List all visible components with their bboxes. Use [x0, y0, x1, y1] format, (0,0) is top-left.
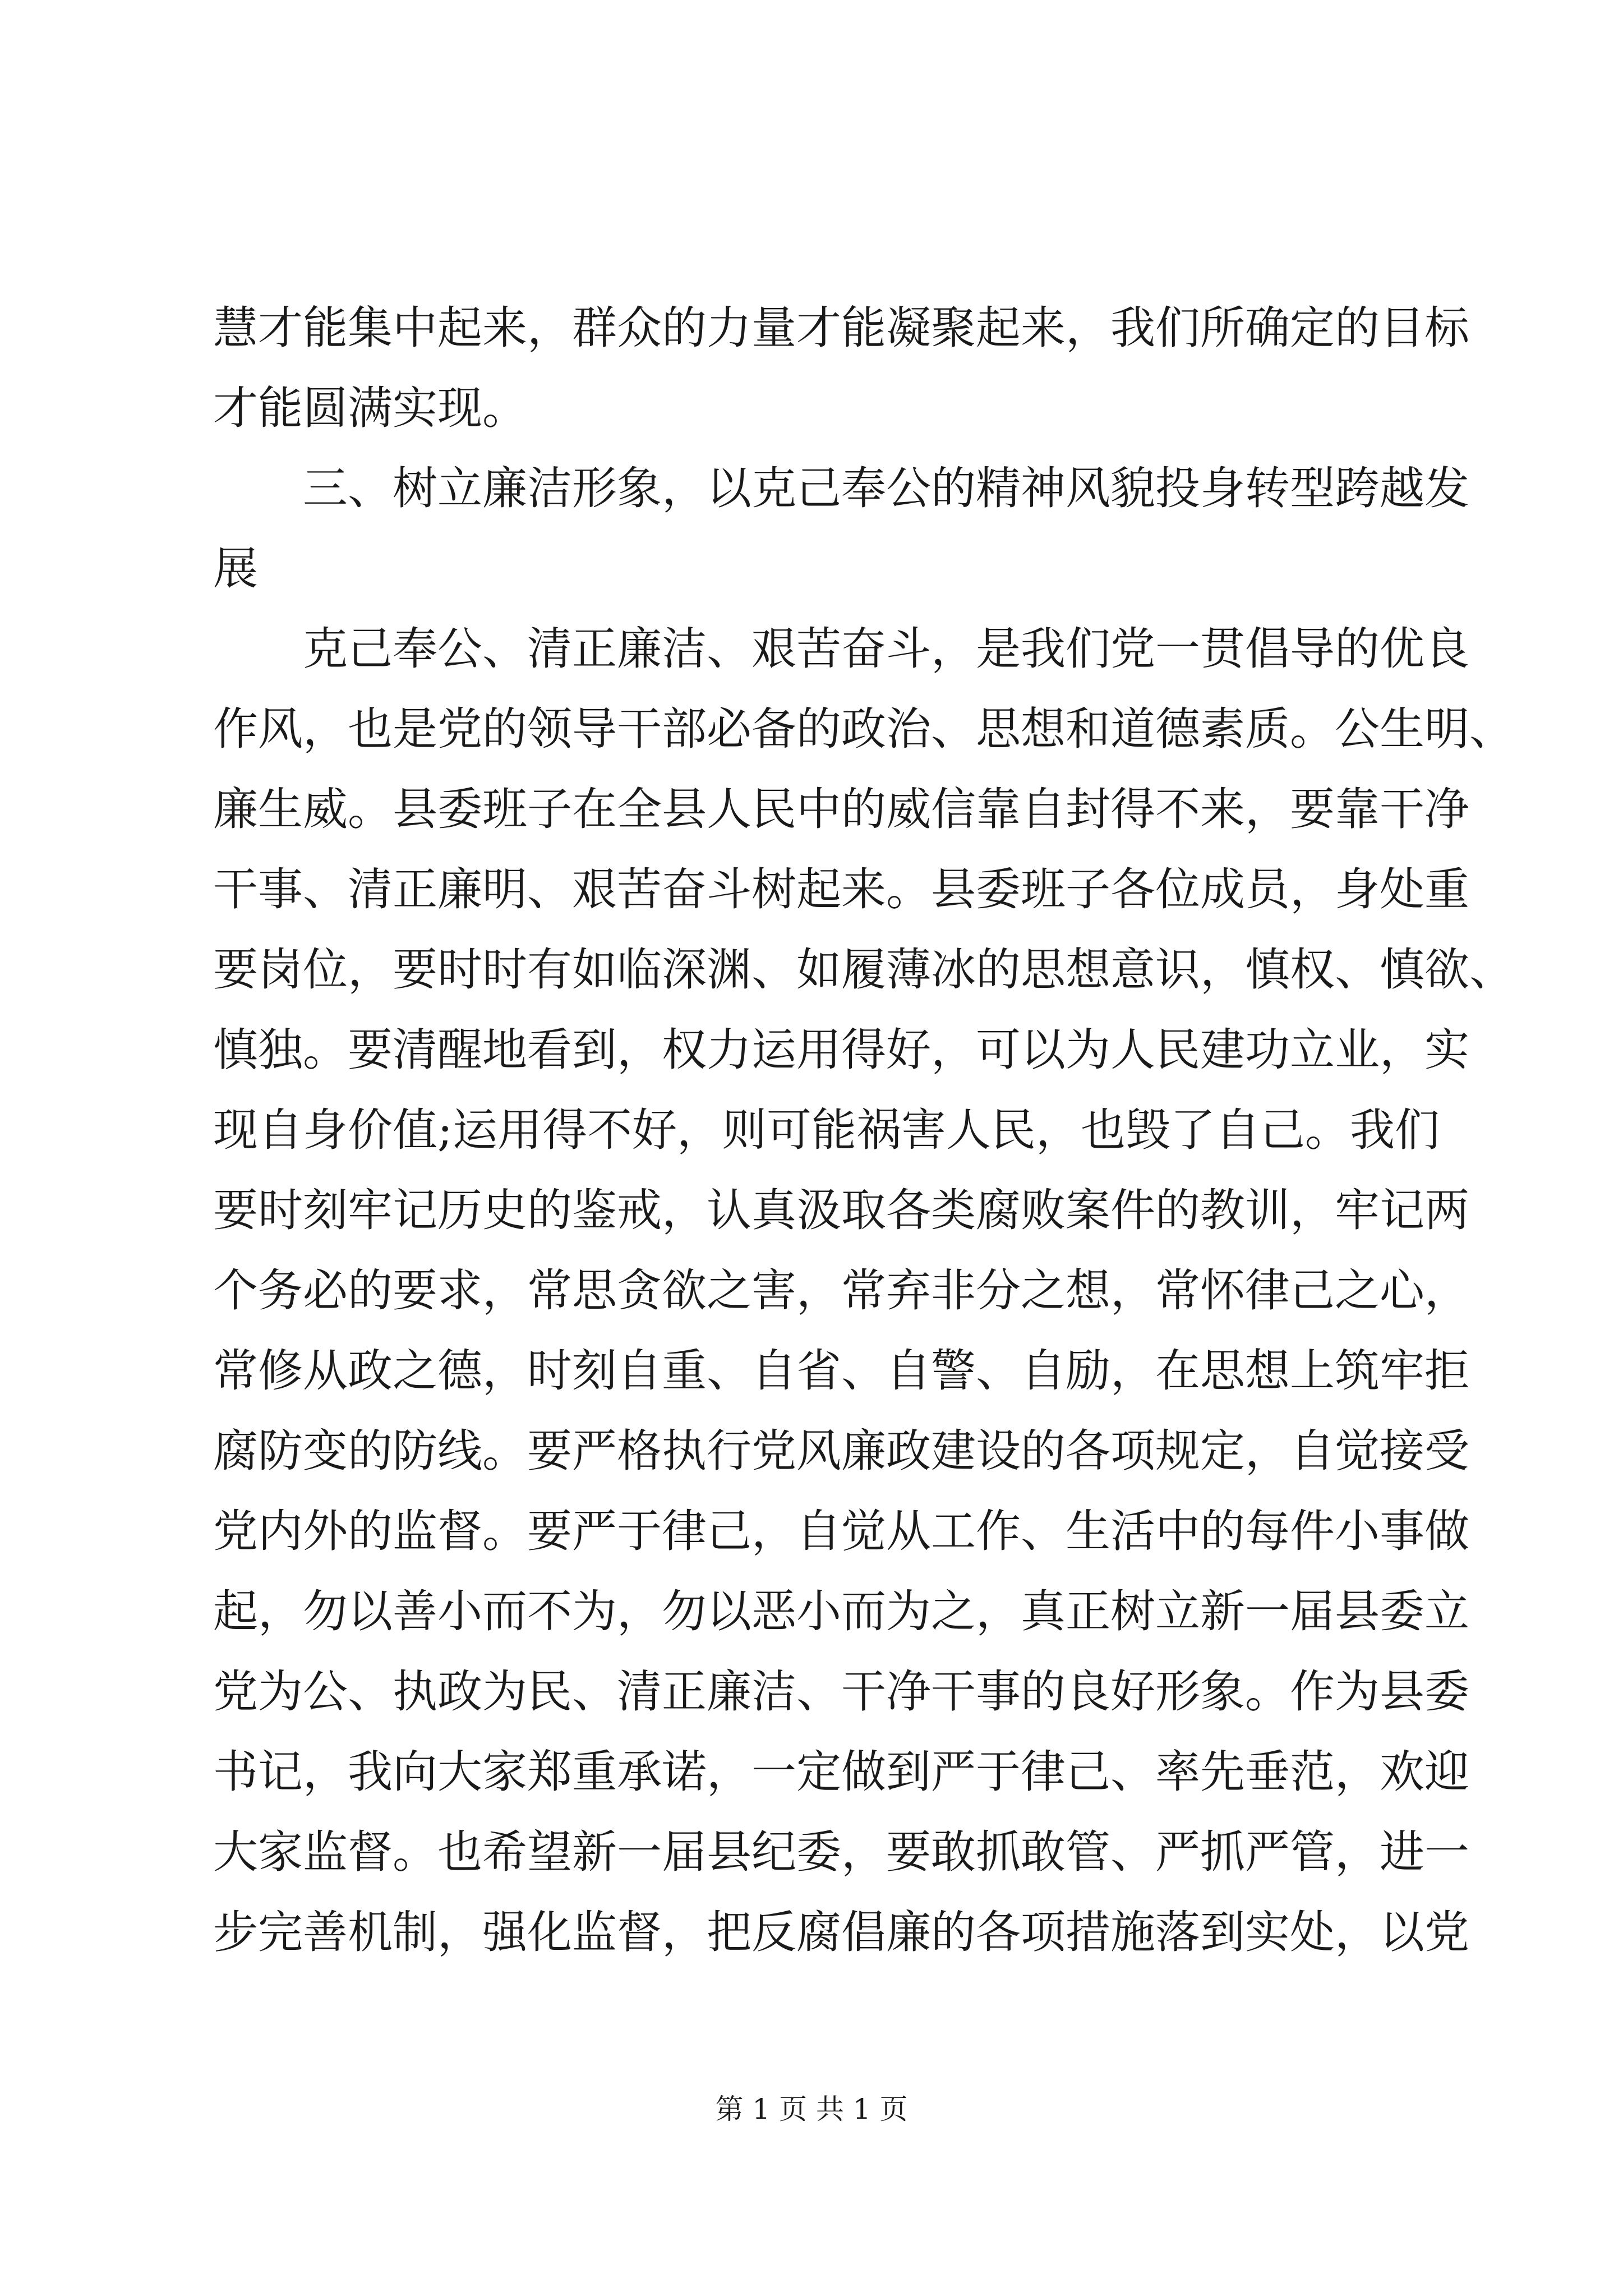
text-line: 干事、清正廉明、艰苦奋斗树起来。县委班子各位成员，身处重: [213, 863, 1469, 915]
text-line: 腐防变的防线。要严格执行党风廉政建设的各项规定，自觉接受: [213, 1425, 1469, 1477]
text-line: 个务必的要求，常思贪欲之害，常弃非分之想，常怀律己之心，: [213, 1264, 1469, 1317]
text-line: 要时刻牢记历史的鉴戒，认真汲取各类腐败案件的教训，牢记两: [213, 1184, 1469, 1236]
paragraph-first-line: 克己奉公、清正廉洁、艰苦奋斗，是我们党一贯倡导的优良: [303, 623, 1469, 675]
section-heading-continuation: 展: [213, 542, 258, 595]
text-line: 现自身价值;运用得不好，则可能祸害人民，也毁了自己。我们: [213, 1104, 1440, 1156]
section-heading: 三、树立廉洁形象，以克己奉公的精神风貌投身转型跨越发: [303, 462, 1469, 514]
text-line: 步完善机制，强化监督，把反腐倡廉的各项措施落到实处，以党: [213, 1906, 1469, 1958]
text-line: 才能圆满实现。: [213, 382, 527, 434]
text-line: 书记，我向大家郑重承诺，一定做到严于律己、率先垂范，欢迎: [213, 1746, 1469, 1798]
text-line: 起，勿以善小而不为，勿以恶小而为之，真正树立新一届县委立: [213, 1585, 1469, 1637]
text-line: 慧才能集中起来，群众的力量才能凝聚起来，我们所确定的目标: [213, 302, 1469, 354]
text-line: 常修从政之德，时刻自重、自省、自警、自励，在思想上筑牢拒: [213, 1345, 1469, 1397]
text-line: 要岗位，要时时有如临深渊、如履薄冰的思想意识，慎权、慎欲、: [213, 944, 1514, 996]
text-line: 大家监督。也希望新一届县纪委，要敢抓敢管、严抓严管，进一: [213, 1826, 1469, 1878]
text-line: 廉生威。县委班子在全县人民中的威信靠自封得不来，要靠干净: [213, 783, 1469, 835]
page-footer: 第 1 页 共 1 页: [715, 2093, 908, 2125]
text-line: 党为公、执政为民、清正廉洁、干净干事的良好形象。作为县委: [213, 1665, 1469, 1718]
text-line: 慎独。要清醒地看到，权力运用得好，可以为人民建功立业，实: [213, 1024, 1469, 1076]
text-line: 作风，也是党的领导干部必备的政治、思想和道德素质。公生明、: [213, 703, 1514, 755]
text-line: 党内外的监督。要严于律己，自觉从工作、生活中的每件小事做: [213, 1505, 1469, 1557]
